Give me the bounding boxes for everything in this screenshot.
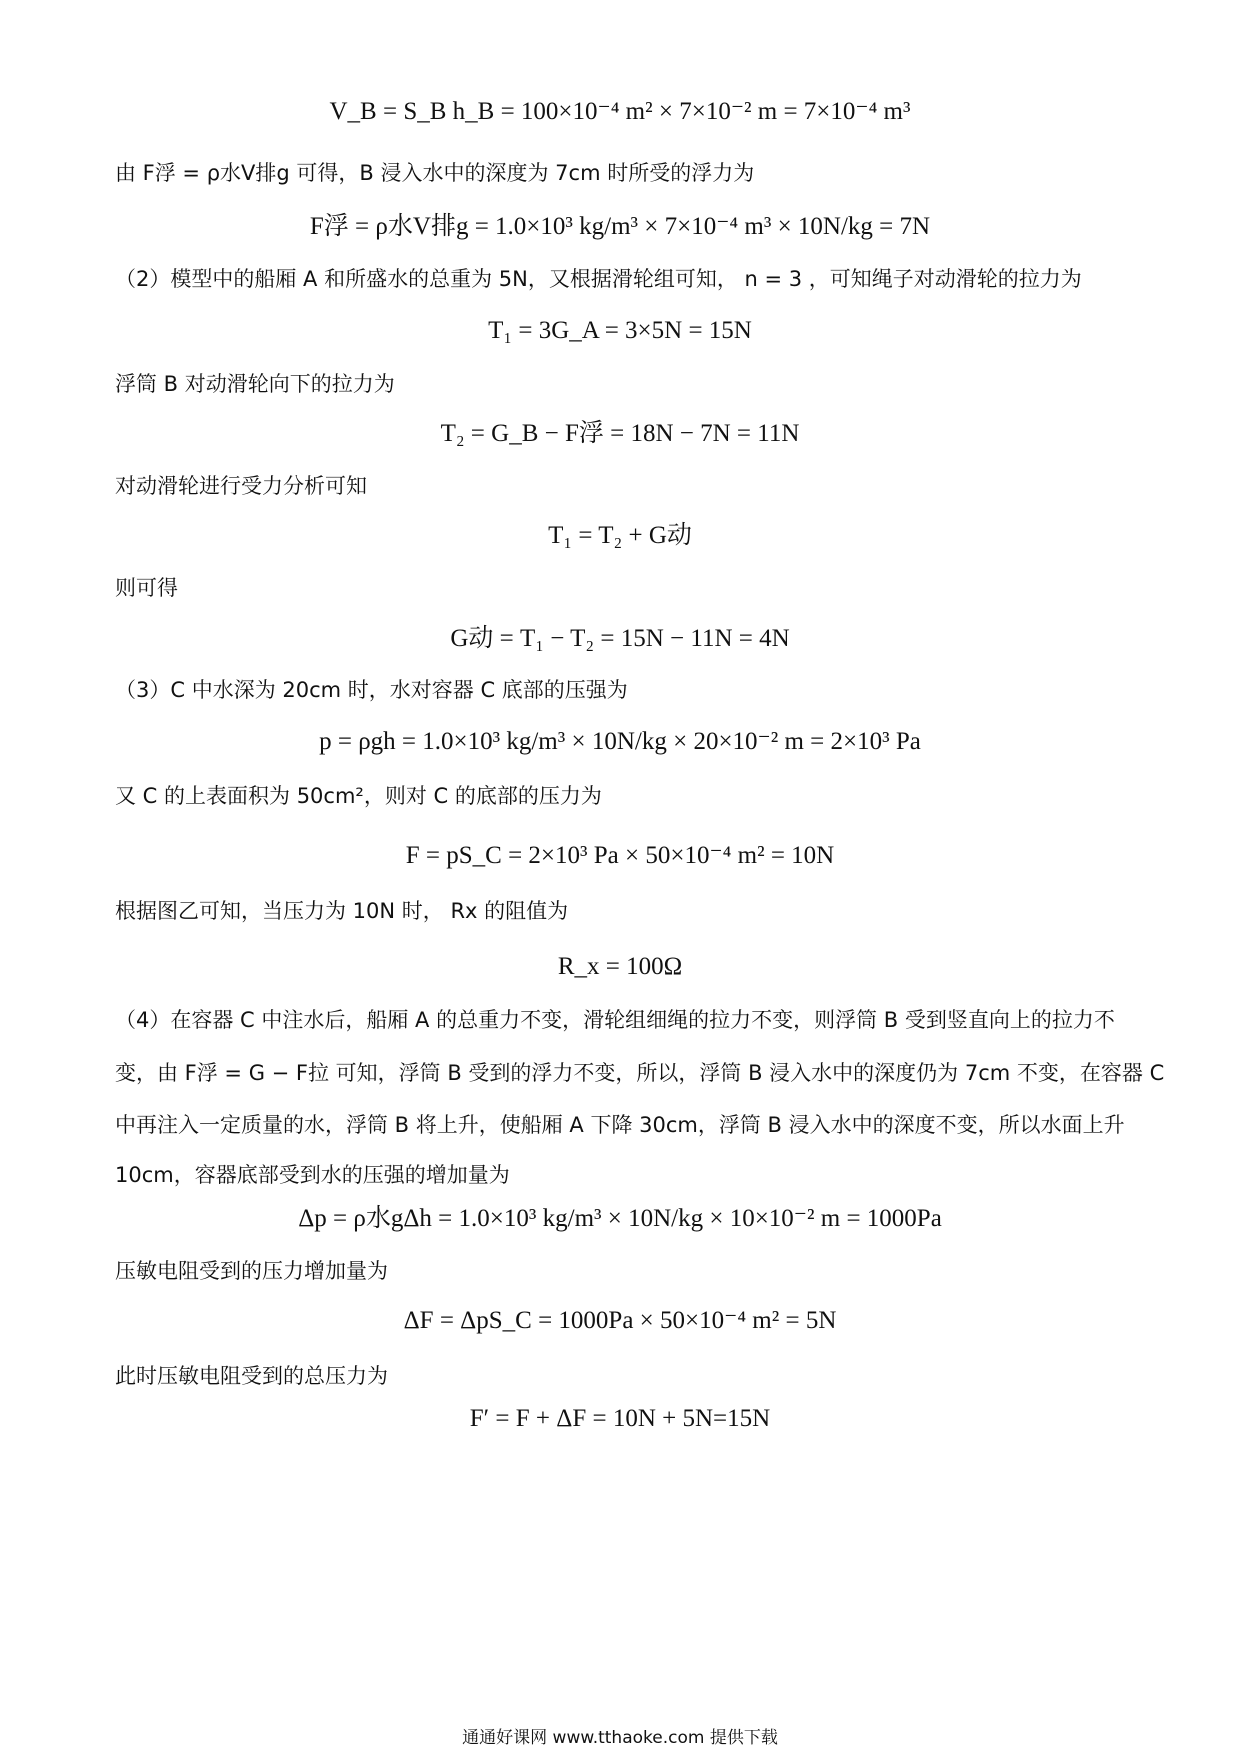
paragraph-then: 则可得 — [115, 576, 178, 600]
footer-watermark: 通通好课网 www.tthaoke.com 提供下载 — [462, 1728, 778, 1748]
formula-pressure-increase: Δp = ρ水gΔh = 1.0×10³ kg/m³ × 10N/kg × 10×10⁻² m = 1000Pa — [298, 1205, 942, 1232]
formula-resistance: R_x = 100Ω — [557, 953, 683, 980]
formula-total-force: F′ = F + ΔF = 10N + 5N=15N — [469, 1405, 771, 1432]
paragraph-force-increase: 压敏电阻受到的压力增加量为 — [115, 1259, 388, 1283]
paragraph-part-4-line2: 变，由 F浮 = G − F拉 可知，浮筒 B 受到的浮力不变，所以，浮筒 B 浸入水中的深度仍为 7cm 不变，在容器 C — [115, 1061, 1165, 1085]
formula-force-increase: ΔF = ΔpS_C = 1000Pa × 50×10⁻⁴ m² = 5N — [403, 1307, 837, 1334]
formula-force: F = pS_C = 2×10³ Pa × 50×10⁻⁴ m² = 10N — [405, 842, 835, 869]
paragraph-total-force: 此时压敏电阻受到的总压力为 — [115, 1364, 388, 1388]
formula-balance: T₁ = T₂ + G动 — [548, 522, 692, 549]
formula-t1: T₁ = 3G_A = 3×5N = 15N — [488, 317, 752, 344]
formula-volume-b: V_B = S_B h_B = 100×10⁻⁴ m² × 7×10⁻² m = 7×10⁻⁴ m³ — [329, 98, 911, 125]
paragraph-buoyancy-intro: 由 F浮 = ρ水V排g 可得，B 浸入水中的深度为 7cm 时所受的浮力为 — [115, 161, 755, 185]
paragraph-part-2: （2）模型中的船厢 A 和所盛水的总重为 5N，又根据滑轮组可知， n = 3 ，可知绳子对动滑轮的拉力为 — [115, 267, 1082, 291]
paragraph-graph: 根据图乙可知，当压力为 10N 时， Rx 的阻值为 — [115, 899, 569, 923]
formula-t2: T₂ = G_B − F浮 = 18N − 7N = 11N — [440, 420, 800, 447]
paragraph-part-4-line1: （4）在容器 C 中注水后，船厢 A 的总重力不变，滑轮组细绳的拉力不变，则浮筒 B 受到竖直向上的拉力不 — [115, 1008, 1115, 1032]
paragraph-part-4-line3: 中再注入一定质量的水，浮筒 B 将上升，使船厢 A 下降 30cm，浮筒 B 浸入水中的深度不变，所以水面上升 — [115, 1113, 1125, 1137]
paragraph-area: 又 C 的上表面积为 50cm²，则对 C 的底部的压力为 — [115, 784, 602, 808]
paragraph-part-3: （3）C 中水深为 20cm 时，水对容器 C 底部的压强为 — [115, 678, 628, 702]
formula-pressure: p = ρgh = 1.0×10³ kg/m³ × 10N/kg × 20×10⁻² m = 2×10³ Pa — [319, 728, 921, 755]
paragraph-force-analysis: 对动滑轮进行受力分析可知 — [115, 474, 367, 498]
formula-buoyancy: F浮 = ρ水V排g = 1.0×10³ kg/m³ × 7×10⁻⁴ m³ × 10N/kg = 7N — [309, 213, 931, 240]
paragraph-float-pull: 浮筒 B 对动滑轮向下的拉力为 — [115, 372, 395, 396]
paragraph-part-4-line4: 10cm，容器底部受到水的压强的增加量为 — [115, 1163, 510, 1187]
formula-pulley-weight: G动 = T₁ − T₂ = 15N − 11N = 4N — [450, 625, 790, 652]
